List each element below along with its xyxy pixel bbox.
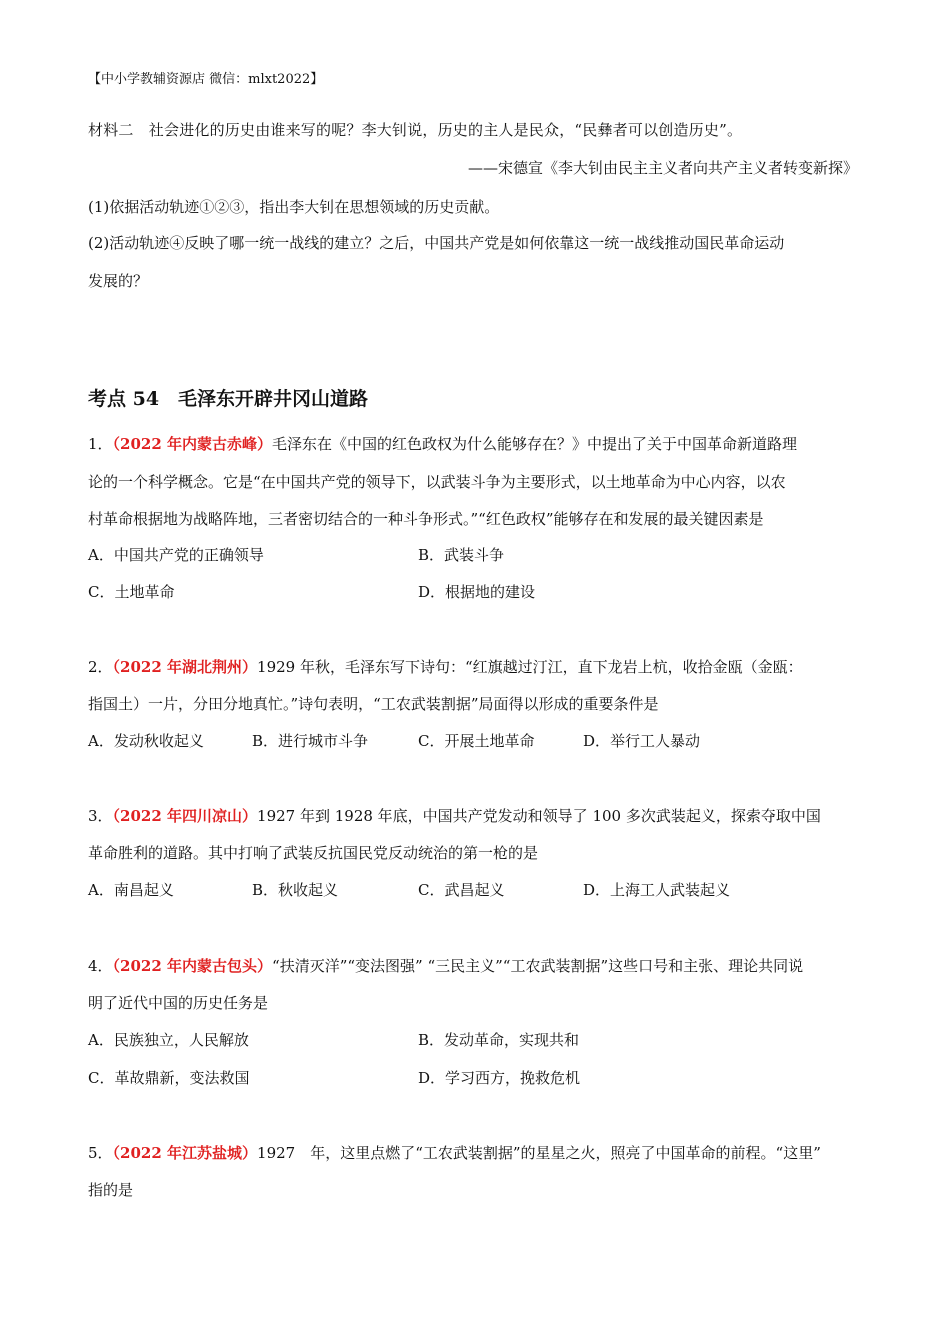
question-source: （2022 年内蒙古包头） [112, 957, 273, 975]
option-a[interactable]: A．中国共产党的正确领导 [88, 546, 264, 564]
question-3-line-2: 革命胜利的道路。其中打响了武装反抗国民党反动统治的第一枪的是 [88, 844, 539, 862]
question-number: 3． [88, 807, 113, 825]
option-c[interactable]: C．革故鼎新，变法救国 [88, 1069, 250, 1087]
option-a[interactable]: A．发动秋收起义 [88, 732, 204, 750]
option-b[interactable]: B．发动革命，实现共和 [418, 1031, 580, 1049]
option-d[interactable]: D．根据地的建设 [418, 583, 536, 601]
store-header: 【中小学教辅资源店 微信：mlxt2022】 [88, 72, 324, 87]
question-5-line-2: 指的是 [88, 1181, 134, 1199]
option-c[interactable]: C．土地革命 [88, 583, 175, 601]
option-d[interactable]: D．举行工人暴动 [583, 732, 701, 750]
question-4 [88, 956, 803, 976]
question-4-line-2: 明了近代中国的历史任务是 [88, 994, 269, 1012]
option-a[interactable]: A．民族独立，人民解放 [88, 1031, 249, 1049]
question-number: 4． [88, 957, 113, 975]
option-c[interactable]: C．开展土地革命 [418, 732, 535, 750]
question-text: “扶清灭洋”“变法图强” “三民主义”“工农武装割据”这些口号和主张、理论共同说 [272, 957, 804, 975]
option-c[interactable]: C．武昌起义 [418, 881, 505, 899]
option-a[interactable]: A．南昌起义 [88, 881, 174, 899]
question-number: 5． [88, 1144, 113, 1162]
question-text: 1927 年，这里点燃了“工农武装割据”的星星之火，照亮了中国革命的前程。“这里” [257, 1144, 821, 1162]
option-d[interactable]: D．学习西方，挽救危机 [418, 1069, 581, 1087]
question-source: （2022 年内蒙古赤峰） [112, 435, 273, 453]
sub-question-2: (2)活动轨迹④反映了哪一统一战线的建立？之后，中国共产党是如何依靠这一统一战线推动国民革命运动 [88, 234, 785, 252]
option-b[interactable]: B．武装斗争 [418, 546, 505, 564]
question-2-line-2: 指国土）一片，分田分地真忙。”诗句表明，“工农武装割据”局面得以形成的重要条件是 [88, 695, 659, 713]
question-1-line-2: 论的一个科学概念。它是“在中国共产党的领导下，以武装斗争为主要形式，以土地革命为中心内容，以农 [88, 473, 786, 491]
question-source: （2022 年四川凉山） [112, 807, 258, 825]
question-3 [88, 806, 821, 826]
question-2 [88, 657, 803, 677]
sub-question-1: (1)依据活动轨迹①②③，指出李大钊在思想领域的历史贡献。 [88, 198, 500, 216]
question-1-line-3: 村革命根据地为战略阵地，三者密切结合的一种斗争形式。”“红色政权”能够存在和发展的最关键因素是 [88, 510, 764, 528]
question-1 [88, 434, 797, 454]
question-source: （2022 年江苏盐城） [112, 1144, 258, 1162]
question-5 [88, 1143, 821, 1163]
option-d[interactable]: D．上海工人武装起义 [583, 881, 731, 899]
option-b[interactable]: B．秋收起义 [252, 881, 339, 899]
section-title: 考点 54 毛泽东开辟井冈山道路 [88, 388, 369, 410]
material-two-source: ——宋德宣《李大钊由民主主义者向共产主义者转变新探》 [467, 159, 858, 177]
question-text: 1927 年到 1928 年底，中国共产党发动和领导了 100 多次武装起义，探索夺取中国 [257, 807, 821, 825]
option-b[interactable]: B．进行城市斗争 [252, 732, 369, 750]
question-text: 1929 年秋，毛泽东写下诗句：“红旗越过汀江，直下龙岩上杭，收拾金瓯（金瓯： [257, 658, 803, 676]
question-number: 2． [88, 658, 113, 676]
material-two-text: 材料二 社会进化的历史由谁来写的呢？李大钊说，历史的主人是民众，“民彝者可以创造历史”。 [88, 121, 743, 139]
question-source: （2022 年湖北荆州） [112, 658, 258, 676]
question-text: 毛泽东在《中国的红色政权为什么能够存在？》中提出了关于中国革命新道路理 [272, 435, 798, 453]
sub-question-2-cont: 发展的？ [88, 272, 149, 290]
question-number: 1． [88, 435, 113, 453]
